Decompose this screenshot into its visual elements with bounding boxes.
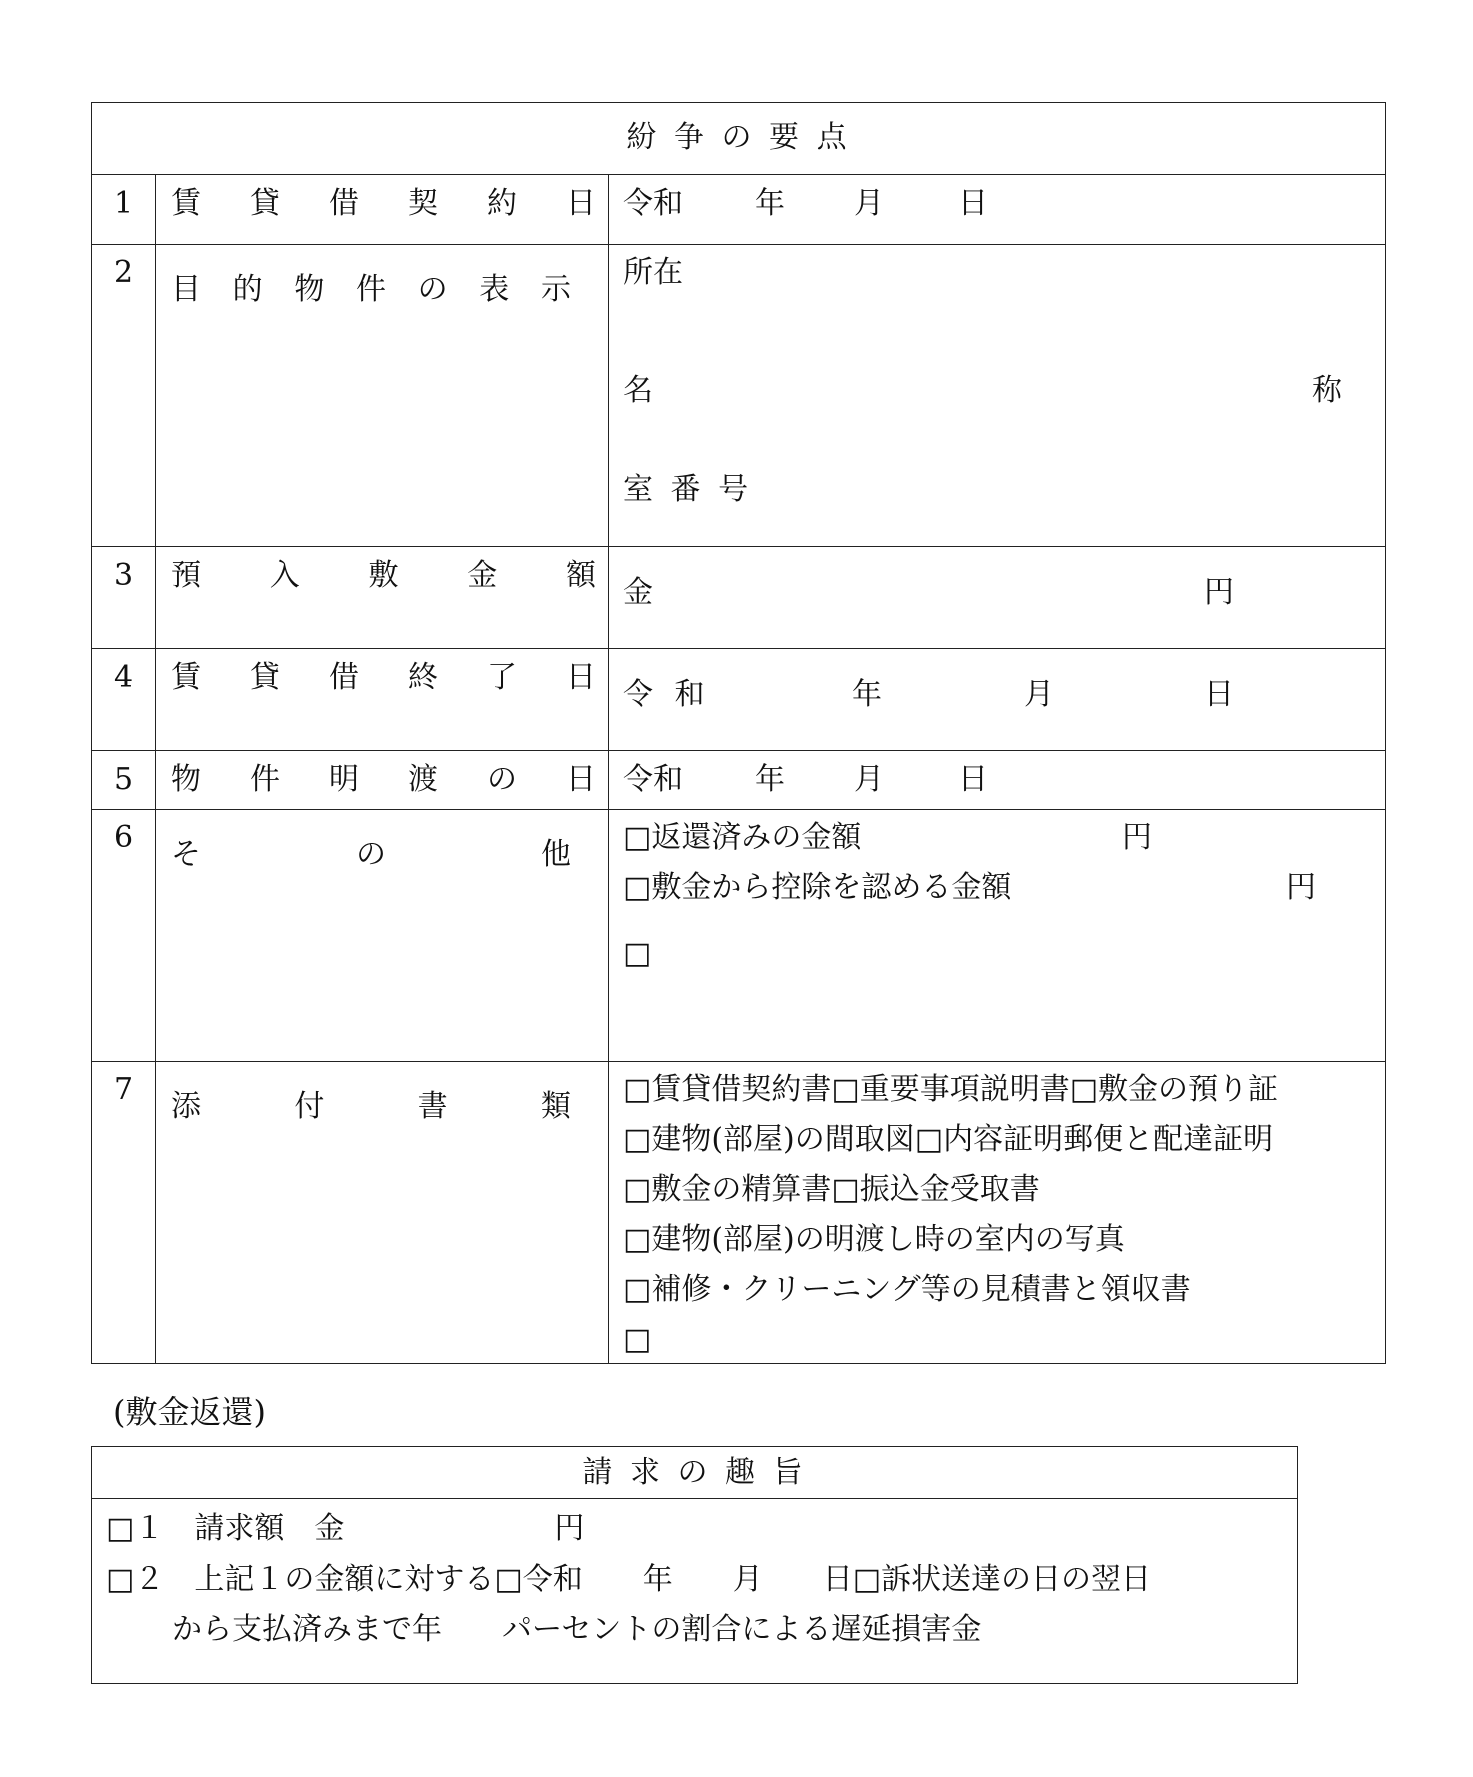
month-label: 月	[854, 186, 884, 221]
attachment-item: □敷金の精算書□振込金受取書	[623, 1172, 1040, 1207]
row-label-lease-end: 賃 貸 借 終 了 日	[171, 660, 596, 695]
location-label: 所在	[623, 255, 683, 290]
returned-amount-unit: 円	[1122, 820, 1152, 855]
claim-line: から支払済みまで年 パーセントの割合による遅延損害金	[172, 1612, 982, 1647]
amount-prefix: 金	[623, 575, 653, 610]
row-divider	[92, 174, 1385, 175]
month-label: 月	[854, 762, 884, 797]
attachment-item: □	[623, 1322, 652, 1357]
row-number: 4	[114, 660, 134, 695]
amount-unit: 円	[1204, 575, 1234, 610]
day-label: 日	[1204, 677, 1234, 712]
row-divider	[92, 809, 1385, 810]
name-label-right: 称	[1312, 373, 1342, 408]
row-number: 1	[114, 186, 134, 221]
year-label: 年	[852, 677, 882, 712]
era-label: 令 和	[623, 677, 711, 712]
attachment-item: □補修・クリーニング等の見積書と領収書	[623, 1272, 1191, 1307]
row-divider	[92, 546, 1385, 547]
row-divider	[92, 1061, 1385, 1062]
year-label: 年	[755, 762, 785, 797]
row-number: 7	[114, 1072, 134, 1107]
day-label: 日	[958, 186, 988, 221]
month-label: 月	[1024, 677, 1054, 712]
returned-amount-checkbox-label: □返還済みの金額	[623, 820, 862, 855]
attachment-item: □建物(部屋)の明渡し時の室内の写真	[623, 1222, 1125, 1257]
row-number: 3	[114, 558, 134, 593]
era-label: 令和	[623, 186, 683, 221]
deducted-amount-unit: 円	[1286, 870, 1316, 905]
claim-table	[91, 1446, 1298, 1684]
attachment-item: □建物(部屋)の間取図□内容証明郵便と配達証明	[623, 1122, 1274, 1157]
row-label-attachments: 添 付 書 類	[171, 1089, 571, 1124]
row-divider	[92, 750, 1385, 751]
row-label-property: 目 的 物 件 の 表 示	[171, 272, 571, 307]
row-divider	[92, 648, 1385, 649]
deducted-amount-checkbox-label: □敷金から控除を認める金額	[623, 870, 1012, 905]
column-divider	[608, 174, 609, 1363]
row-divider	[92, 244, 1385, 245]
other-checkbox: □	[623, 936, 652, 971]
row-number: 2	[114, 255, 134, 290]
attachment-item: □賃貸借契約書□重要事項説明書□敷金の預り証	[623, 1072, 1279, 1107]
row-number: 6	[114, 820, 134, 855]
era-label: 令和	[623, 762, 683, 797]
section-label: (敷金返還)	[113, 1393, 266, 1431]
row-label-deposit: 預 入 敷 金 額	[171, 558, 596, 593]
table-title: 紛 争 の 要 点	[626, 120, 851, 155]
row-label-handover-date: 物 件 明 渡 の 日	[171, 762, 596, 797]
row-label-other: そ の 他	[171, 837, 571, 872]
day-label: 日	[958, 762, 988, 797]
row-number: 5	[114, 762, 134, 797]
row-label-contract-date: 賃 貸 借 契 約 日	[171, 186, 596, 221]
claim-line: □２ 上記１の金額に対する□令和 年 月 日□訴状送達の日の翌日	[106, 1562, 1152, 1597]
column-divider	[155, 174, 156, 1363]
claim-line: □１ 請求額 金 円	[106, 1511, 585, 1546]
year-label: 年	[755, 186, 785, 221]
claim-title: 請 求 の 趣 旨	[582, 1455, 807, 1490]
dispute-points-table	[91, 102, 1386, 1364]
room-number-label: 室 番 号	[623, 472, 753, 507]
name-label-left: 名	[623, 373, 653, 408]
row-divider	[92, 1498, 1297, 1499]
